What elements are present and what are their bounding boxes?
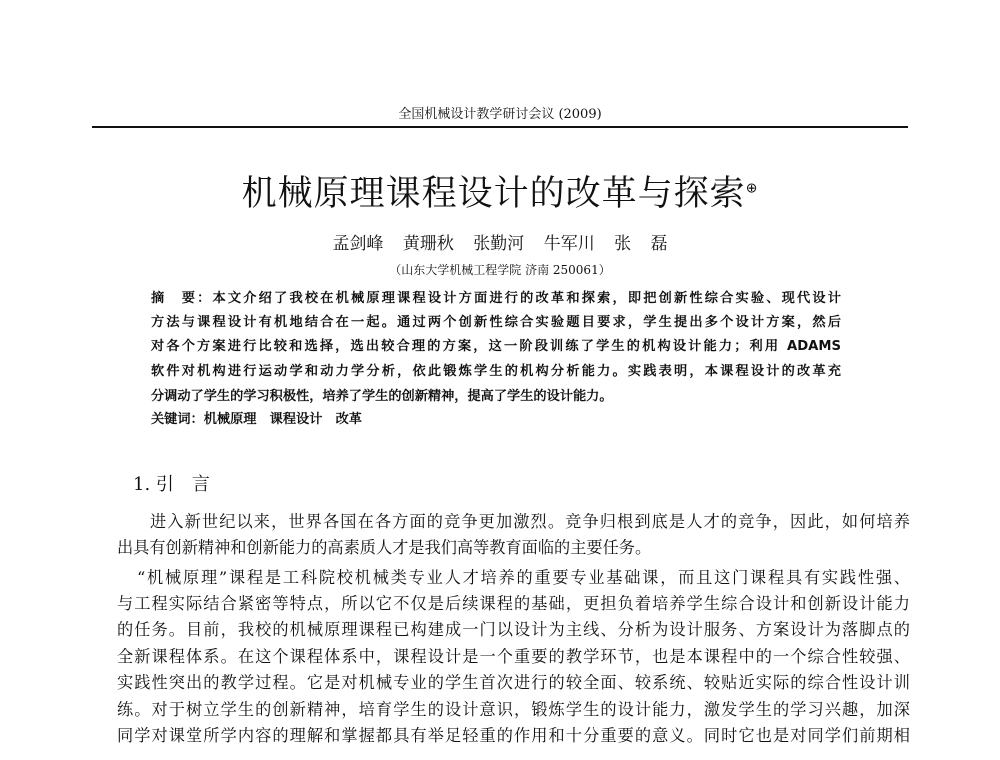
body-line: 实践性突出的教学过程。它是对机械专业的学生首次进行的较全面、较系统、较贴近实际的综合性设计训 (117, 673, 910, 692)
abstract-line: 软件对机构进行运动学和动力学分析，依此锻炼学生的机构分析能力。实践表明，本课程设计的改革充 (151, 364, 841, 379)
abstract-line: 摘 要：本文介绍了我校在机械原理课程设计方面进行的改革和探索，即把创新性综合实验、现代设计 (151, 291, 841, 306)
body-line: 进入新世纪以来，世界各国在各方面的竞争更加激烈。竞争归根到底是人才的竞争，因此，如何培养 (150, 512, 910, 531)
body-line: 练。对于树立学生的创新精神，培育学生的设计意识，锻炼学生的设计能力，激发学生的学习兴趣，加深 (117, 700, 910, 719)
body-line: 全新课程体系。在这个课程体系中，课程设计是一个重要的教学环节，也是本课程中的一个综合性较强、 (117, 647, 910, 666)
body-line: 同学对课堂所学内容的理解和掌握都具有举足轻重的作用和十分重要的意义。同时它也是对同学们前期相 (117, 726, 910, 745)
affiliation: （山东大学机械工程学院 济南 250061） (389, 263, 611, 277)
title-text: 机械原理课程设计的改革与探索 (241, 174, 746, 214)
abstract-line: 方法与课程设计有机地结合在一起。通过两个创新性综合实验题目要求，学生提出多个设计方案，然后 (151, 315, 841, 330)
abstract-line: 分调动了学生的学习积极性，培养了学生的创新精神，提高了学生的设计能力。 (151, 389, 613, 404)
authors: 孟剑峰 黄珊秋 张勤河 牛军川 张 磊 (332, 234, 668, 254)
keywords: 关键词：机械原理 课程设计 改革 (151, 412, 362, 427)
section-heading: 1. 引 言 (133, 474, 210, 495)
body-line: 出具有创新精神和创新能力的高素质人才是我们高等教育面临的主要任务。 (117, 538, 652, 557)
body-line: 与工程实际结合紧密等特点，所以它不仅是后续课程的基础，更担负着培养学生综合设计和创新设计能力 (117, 594, 910, 613)
abstract-line: 对各个方案进行比较和选择，选出较合理的方案，这一阶段训练了学生的机构设计能力；利用 ADAMS (151, 339, 841, 354)
paper-title (0, 166, 1000, 216)
title-footnote-mark: ⊕ (745, 180, 759, 197)
running-head: 全国机械设计教学研讨会议 (2009) (398, 107, 602, 122)
body-line: “机械原理”课程是工科院校机械类专业人才培养的重要专业基础课，而且这门课程具有实践性强、 (137, 568, 910, 587)
body-line: 的任务。目前，我校的机械原理课程已构建成一门以设计为主线、分析为设计服务、方案设计为落脚点的 (117, 620, 910, 639)
header-rule (92, 126, 908, 128)
